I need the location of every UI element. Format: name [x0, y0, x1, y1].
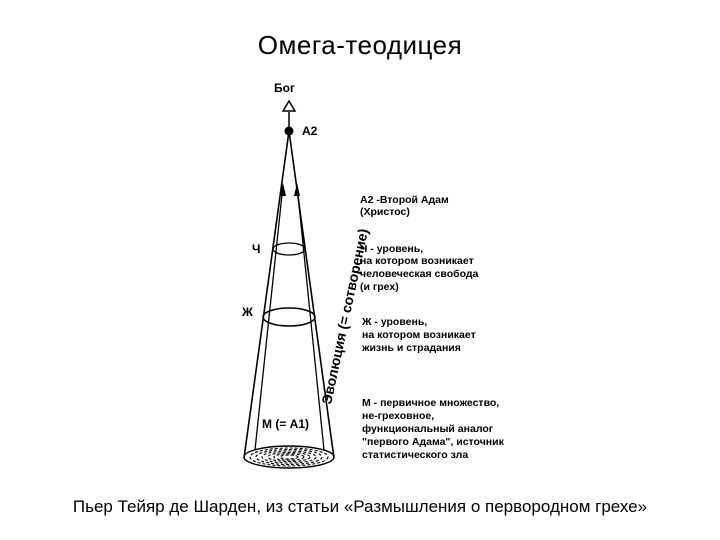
cone-left-edge [244, 131, 289, 458]
a2-label: А2 [302, 124, 318, 138]
inner-arrow-right [297, 185, 324, 450]
level-ch-ellipse [273, 243, 305, 255]
legend-ch [360, 243, 479, 293]
caption: Пьер Тейяр де Шарден, из статьи «Размышления о первородном грехе» [72, 497, 648, 516]
evolution-label: Эволюция (= сотворение) [318, 227, 372, 406]
legend-m [362, 397, 505, 461]
base-multiplicity [244, 446, 334, 468]
legend-m-line1: М - первичное множество, [362, 397, 500, 409]
legend-zh-line3: жизнь и страдания [362, 342, 461, 354]
legend-m-line3: функциональный аналог [362, 423, 494, 435]
legend-zh [361, 316, 476, 354]
legend-ch-line1: Ч - уровень, [360, 243, 424, 255]
legend-zh-line2: на котором возникает [362, 329, 476, 341]
a2-point [285, 127, 294, 136]
legend-zh-line1: Ж - уровень, [362, 316, 428, 328]
legend-m-line4: "первого Адама", источник [362, 436, 504, 448]
legend-m-line5: статистического зла [362, 449, 469, 461]
arrowhead-right [294, 183, 300, 196]
level-zh-label: Ж [242, 305, 253, 319]
page-title: Омега-теодицея [257, 30, 463, 60]
legend-ch-line4: (и грех) [360, 281, 399, 293]
god-label: Бог [274, 81, 295, 95]
cone-right-edge [289, 131, 334, 458]
legend-ch-line2: на котором возникает [360, 255, 474, 267]
legend-a2 [360, 194, 449, 218]
level-ch-label: Ч [252, 242, 261, 256]
god-triangle-icon [283, 101, 295, 111]
legend-a2-line2: (Христос) [360, 206, 410, 218]
legend-m-line2: не-греховное, [362, 410, 435, 422]
m-label: М (= А1) [262, 417, 310, 431]
legend-ch-line3: человеческая свобода [360, 268, 479, 280]
level-zh-ellipse [263, 308, 315, 326]
legend-a2-line1: А2 -Второй Адам [360, 194, 449, 206]
inner-arrow-left [255, 185, 283, 450]
